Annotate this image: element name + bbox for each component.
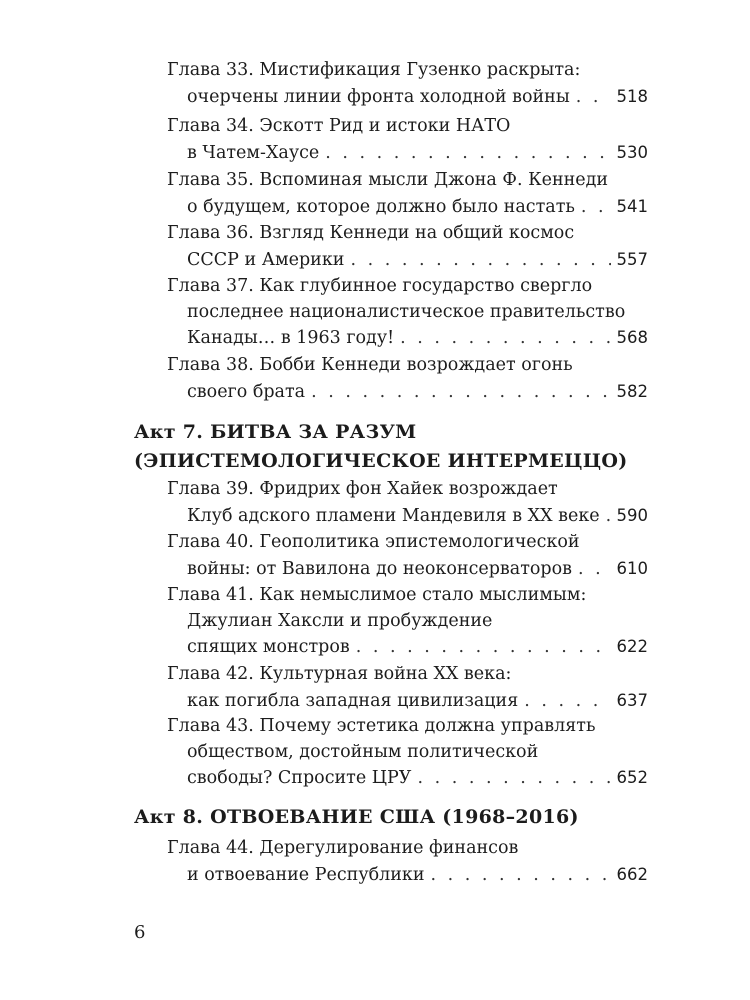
act-heading-line: (ЭПИСТЕМОЛОГИЧЕСКОЕ ИНТЕРМЕЦЦО) xyxy=(134,450,628,472)
toc-entry-title-cont: спящих монстров xyxy=(187,637,350,657)
act-heading-8 xyxy=(134,803,654,832)
toc-entry-title: Глава 33. Мистификация Гузенко раскрыта: xyxy=(167,60,581,80)
toc-entry-ch41 xyxy=(167,583,648,660)
toc-entry-ch40 xyxy=(167,530,648,581)
toc-page-number: 637 xyxy=(616,690,648,710)
toc-entry-title: Глава 39. Фридрих фон Хайек возрождает xyxy=(167,479,558,499)
toc-entry-title-cont: Канады… в 1963 году! xyxy=(187,328,395,348)
toc-entry-ch34 xyxy=(167,114,648,165)
toc-entry-title-cont: обществом, достойным политической xyxy=(187,741,539,762)
toc-entry-title-cont: очерчены линии фронта холодной войны xyxy=(187,86,570,107)
toc-entry-ch36 xyxy=(167,221,648,272)
toc-entry-title-cont: войны: от Вавилона до неоконсерваторов xyxy=(187,558,573,579)
toc-entry-title-cont: своего брата xyxy=(187,381,306,402)
toc-page-number: 518 xyxy=(616,86,648,106)
toc-page-number: 557 xyxy=(616,249,648,269)
toc-entry-title: Глава 40. Геополитика эпистемологической xyxy=(167,532,580,552)
dot-leader xyxy=(356,635,611,661)
dot-leader xyxy=(350,248,610,274)
toc-entry-title-cont: и отвоевание Республики xyxy=(187,864,425,885)
page-number: 6 xyxy=(134,922,146,943)
toc-entry-title: Глава 36. Взгляд Кеннеди на общий космос xyxy=(167,223,575,243)
dot-leader xyxy=(606,504,611,530)
toc-entry-title-cont: последнее националистическое правительство xyxy=(187,301,626,322)
toc-entry-ch42 xyxy=(167,662,648,713)
toc-entry-ch43 xyxy=(167,714,648,791)
toc-entry-title: Глава 44. Дерегулирование финансов xyxy=(167,838,519,858)
toc-page-number: 590 xyxy=(616,505,648,525)
toc-entry-ch38 xyxy=(167,353,648,404)
act-heading-line: Акт 8. ОТВОЕВАНИЕ США (1968–2016) xyxy=(134,806,579,828)
toc-entry-title-cont: свободы? Спросите ЦРУ xyxy=(187,768,412,788)
toc-entry-title: Глава 34. Эскотт Рид и истоки НАТО xyxy=(167,116,511,136)
dot-leader xyxy=(325,141,610,167)
toc-entry-title: Глава 38. Бобби Кеннеди возрождает огонь xyxy=(167,355,573,375)
dot-leader xyxy=(400,326,610,352)
dot-leader xyxy=(576,85,611,111)
toc-page-number: 582 xyxy=(616,381,648,401)
act-heading-line: Акт 7. БИТВА ЗА РАЗУМ xyxy=(134,421,417,443)
toc-entry-title-cont: СССР и Америки xyxy=(187,249,345,270)
dot-leader xyxy=(578,557,610,583)
dot-leader xyxy=(524,689,610,715)
toc-entry-ch39 xyxy=(167,477,648,528)
toc-entry-title: Глава 43. Почему эстетика должна управлять xyxy=(167,716,596,736)
toc-page-number: 622 xyxy=(616,637,648,656)
dot-leader xyxy=(311,380,610,406)
toc-entry-ch44 xyxy=(167,836,648,887)
toc-entry-title: Глава 42. Культурная война XX века: xyxy=(167,664,512,684)
toc-entry-title: Глава 35. Вспоминая мысли Джона Ф. Кеннеди xyxy=(167,170,609,190)
toc-page-number: 652 xyxy=(616,768,648,787)
toc-entry-ch37 xyxy=(167,274,648,351)
toc-entry-title-cont: как погибла западная цивилизация xyxy=(187,690,519,711)
toc-page-number: 541 xyxy=(616,196,648,216)
toc-page-number: 610 xyxy=(616,558,648,578)
toc-entry-ch33 xyxy=(167,58,648,109)
toc-entry-title-cont: о будущем, которое должно было настать xyxy=(187,196,575,217)
dot-leader xyxy=(581,195,611,221)
toc-entry-title: Глава 41. Как немыслимое стало мыслимым: xyxy=(167,585,587,605)
toc-entry-title: Глава 37. Как глубинное государство свергло xyxy=(167,276,593,296)
dot-leader xyxy=(417,766,610,792)
toc-entry-title-cont: Клуб адского пламени Мандевиля в XX веке xyxy=(187,505,600,526)
dot-leader xyxy=(431,863,611,889)
toc-entry-title-cont: Джулиан Хаксли и пробуждение xyxy=(187,610,493,631)
act-heading-7 xyxy=(134,418,654,476)
toc-entry-title-cont: в Чатем-Хаусе xyxy=(187,142,320,163)
toc-page-number: 662 xyxy=(616,864,648,884)
toc-page-number: 530 xyxy=(616,142,648,162)
toc-page-number: 568 xyxy=(616,328,648,347)
toc-entry-ch35 xyxy=(167,168,648,219)
